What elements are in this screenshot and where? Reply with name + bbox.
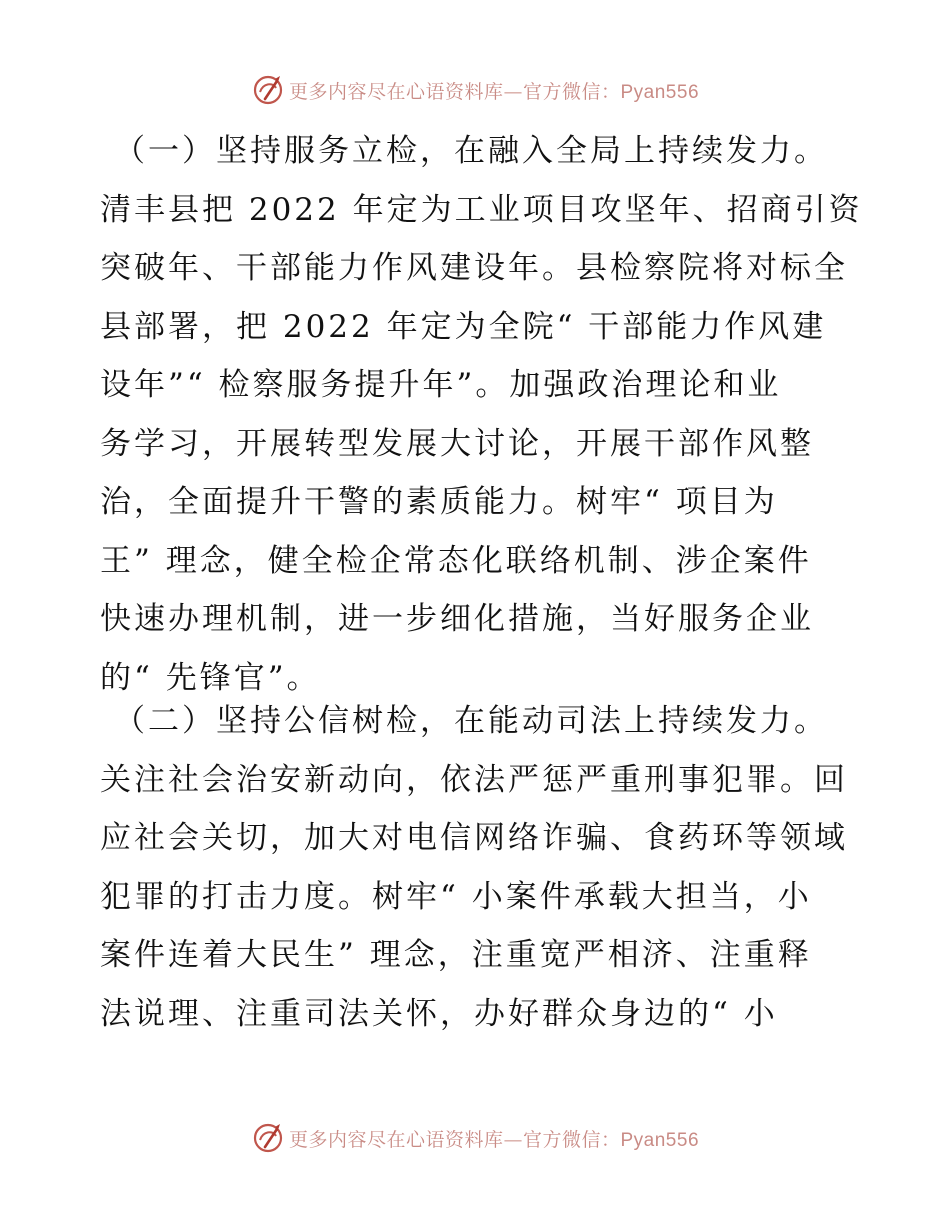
paragraph-line: 务学习，开展转型发展大讨论，开展干部作风整: [100, 425, 814, 462]
paragraph-line: 应社会关切，加大对电信网络诈骗、食药环等领域: [100, 820, 848, 856]
paragraph-line: 案件连着大民生” 理念，注重宽严相济、注重释: [100, 937, 812, 973]
brand-logo-icon: [251, 1121, 285, 1155]
brand-logo-icon: [251, 73, 285, 107]
paragraph-line: 犯罪的打击力度。树牢“ 小案件承载大担当，小: [100, 878, 812, 915]
watermark-wechat-id: Pyan556: [620, 1129, 700, 1151]
paragraph-line: （一）坚持服务立检，在融入全局上持续发力。: [114, 133, 828, 169]
paragraph-line: 突破年、干部能力作风建设年。县检察院将对标全: [100, 250, 848, 286]
watermark-label: 官方微信：: [522, 1128, 621, 1151]
watermark-main-text: 更多内容尽在心语资料库: [288, 1128, 504, 1151]
paragraph-line: 县部署，把 2022 年定为全院“ 干部能力作风建: [100, 308, 827, 345]
paragraph-line: 关注社会治安新动向，依法严惩严重刑事犯罪。回: [100, 761, 848, 798]
paragraph-line: 快速办理机制，进一步细化措施，当好服务企业: [100, 601, 814, 637]
watermark-wechat-id: Pyan556: [620, 81, 700, 103]
paragraph-line: 王” 理念，健全检企常态化联络机制、涉企案件: [100, 542, 812, 579]
footer-watermark: [0, 1118, 950, 1158]
watermark-text: [289, 1125, 699, 1152]
watermark-dash: —: [503, 1128, 523, 1151]
watermark-main-text: 更多内容尽在心语资料库: [288, 80, 504, 103]
paragraph-line: （二）坚持公信树检，在能动司法上持续发力。: [114, 703, 828, 739]
paragraph-line: 清丰县把 2022 年定为工业项目攻坚年、招商引资: [100, 191, 863, 228]
paragraph-line: 治，全面提升干警的素质能力。树牢“ 项目为: [100, 484, 778, 520]
watermark-text: [289, 77, 699, 104]
paragraph-line: 法说理、注重司法关怀，办好群众身边的“ 小: [100, 995, 778, 1032]
paragraph-line: 设年”“ 检察服务提升年”。加强政治理论和业: [100, 367, 782, 403]
header-watermark: [0, 70, 950, 110]
paragraph-2: [100, 692, 860, 1043]
watermark-label: 官方微信：: [522, 80, 621, 103]
watermark-dash: —: [503, 80, 523, 103]
paragraph-1: [100, 122, 863, 707]
paragraph-line: 的“ 先锋官”。: [100, 659, 321, 696]
